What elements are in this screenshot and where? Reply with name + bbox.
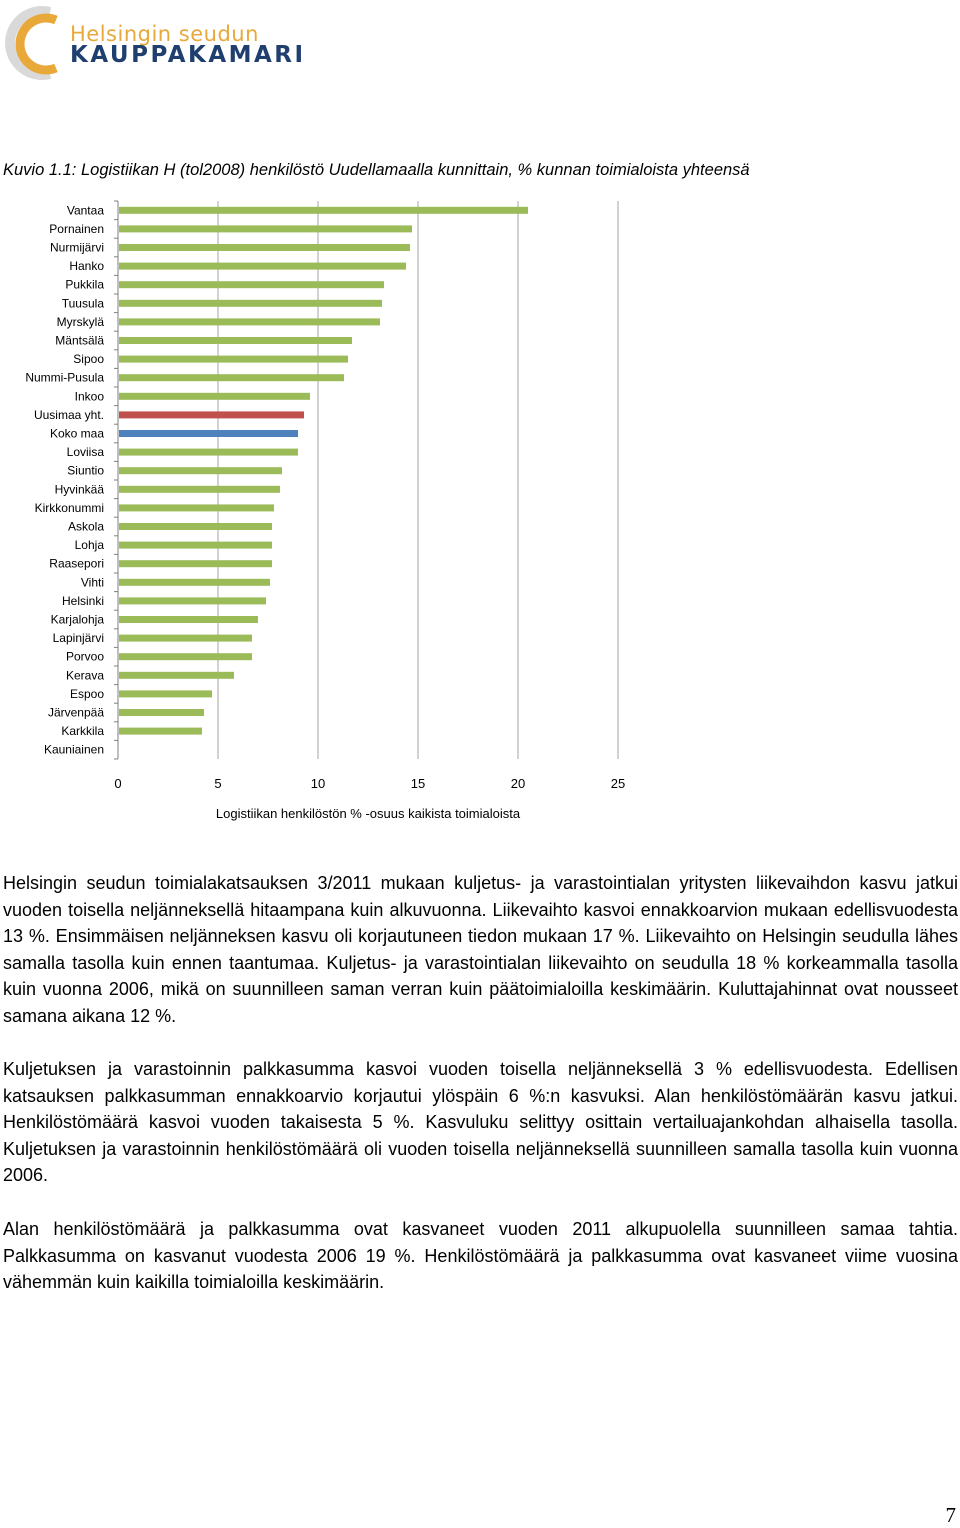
- category-label: Koko maa: [49, 426, 104, 441]
- category-label: Inkoo: [74, 389, 104, 404]
- bar-myrskylä: [119, 318, 380, 325]
- bar-kirkkonummi: [119, 504, 274, 511]
- bar-chart: [0, 196, 960, 836]
- category-label: Karkkila: [61, 724, 104, 739]
- category-label: Tuusula: [61, 296, 104, 311]
- category-label: Vantaa: [66, 203, 104, 218]
- x-tick-label-20: 20: [510, 776, 526, 791]
- category-label: Pukkila: [65, 277, 104, 292]
- bar-karkkila: [119, 728, 202, 735]
- bar-pukkila: [119, 281, 384, 288]
- category-label: Porvoo: [65, 649, 104, 664]
- category-label: Mäntsälä: [55, 333, 104, 348]
- logo-c-mark-icon: [0, 0, 70, 90]
- category-label: Uusimaa yht.: [33, 407, 104, 422]
- x-tick-label-25: 25: [610, 776, 626, 791]
- chart-axis: [114, 201, 118, 759]
- figure-caption: Kuvio 1.1: Logistiikan H (tol2008) henkilöstö Uudellamaalla kunnittain, % kunnan toimialoista yhteensä: [3, 161, 750, 179]
- chart-bars: [119, 207, 528, 735]
- bar-hyvinkää: [119, 486, 280, 493]
- chamber-logo: [0, 0, 306, 90]
- bar-pornainen: [119, 225, 412, 232]
- x-tick-label-15: 15: [410, 776, 426, 791]
- category-label: Nurmijärvi: [50, 240, 104, 255]
- category-label: Siuntio: [67, 463, 104, 478]
- category-label: Hanko: [69, 259, 104, 274]
- category-label: Nummi-Pusula: [25, 370, 104, 385]
- bar-siuntio: [119, 467, 282, 474]
- logo-text-line1: Helsingin seudun: [70, 22, 259, 46]
- bar-helsinki: [119, 597, 266, 604]
- chart-category-labels: [25, 203, 104, 756]
- logo-text-line2: KAUPPAKAMARI: [70, 42, 306, 68]
- paragraph-2: Kuljetuksen ja varastoinnin palkkasumma kasvoi vuoden toisella neljänneksellä 3 % edellisvuodesta. Edellisen katsauksen palkkasumman ennakkoarvio korjautui ylöspäin 6 %:n kasvuksi. Alan henkilöstömäärän kasvu jatkui. Henkilöstömäärä kasvoi vuoden takaisesta 5 %. Kasvuluku selittyy osittain vertailuajankohdan alhaisella tasolla. Kuljetuksen ja varastoinnin henkilöstömäärä oli vuoden toisella neljänneksellä suunnilleen samalla tasolla kuin vuonna 2006.: [3, 1059, 958, 1186]
- bar-raasepori: [119, 560, 272, 567]
- bar-hanko: [119, 263, 406, 270]
- bar-nurmijärvi: [119, 244, 410, 251]
- category-label: Karjalohja: [50, 612, 104, 627]
- bar-karjalohja: [119, 616, 258, 623]
- bar-nummi-pusula: [119, 374, 344, 381]
- paragraph-3: Alan henkilöstömäärä ja palkkasumma ovat kasvaneet vuoden 2011 alkupuolella suunnilleen samaa tahtia. Palkkasumma on kasvanut vuodesta 2006 19 %. Henkilöstömäärä ja palkkasumma ovat kasvaneet viime vuosina vähemmän kuin kaikilla toimialoilla keskimäärin.: [3, 1219, 958, 1293]
- bar-uusimaa-yht-: [119, 411, 304, 418]
- x-tick-label-5: 5: [214, 776, 222, 791]
- category-label: Helsinki: [61, 593, 104, 608]
- bar-lapinjärvi: [119, 635, 252, 642]
- category-label: Askola: [67, 519, 104, 534]
- paragraph-1: Helsingin seudun toimialakatsauksen 3/2011 mukaan kuljetus- ja varastointialan yritysten liikevaihdon kasvu jatkui vuoden toisella neljänneksellä hitaampana kuin alkuvuonna. Liikevaihto kasvoi ennakkoarvion mukaan edellisvuodesta 13 %. Ensimmäisen neljänneksen kasvu oli korjautuneen tiedon mukaan 17 %. Liikevaihto on Helsingin seudulla lähes samalla tasolla kuin ennen taantumaa. Kuljetus- ja varastointialan liikevaihto on seudulla 18 % korkeammalla tasolla kuin vuonna 2006, mikä on suunnilleen saman verran kuin päätoimialoilla keskimäärin. Kuluttajahinnat ovat nousseet samana aikana 12 %.: [3, 873, 958, 1026]
- chart-tick-labels: [114, 776, 625, 791]
- bar-kerava: [119, 672, 234, 679]
- bar-koko-maa: [119, 430, 298, 437]
- category-label: Järvenpää: [47, 705, 104, 720]
- category-label: Myrskylä: [56, 314, 104, 329]
- category-label: Lohja: [74, 538, 104, 553]
- x-tick-label-10: 10: [310, 776, 326, 791]
- category-label: Kauniainen: [43, 742, 104, 757]
- category-label: Kirkkonummi: [34, 500, 104, 515]
- bar-lohja: [119, 542, 272, 549]
- category-label: Loviisa: [66, 445, 104, 460]
- bar-vihti: [119, 579, 270, 586]
- category-label: Hyvinkää: [54, 482, 104, 497]
- category-label: Espoo: [69, 686, 104, 701]
- bar-porvoo: [119, 653, 252, 660]
- bar-mäntsälä: [119, 337, 352, 344]
- bar-järvenpää: [119, 709, 204, 716]
- category-label: Vihti: [80, 575, 104, 590]
- x-tick-label-0: 0: [114, 776, 122, 791]
- category-label: Sipoo: [73, 352, 104, 367]
- page-number: 7: [945, 1503, 956, 1527]
- category-label: Raasepori: [49, 556, 104, 571]
- bar-askola: [119, 523, 272, 530]
- x-axis-title: Logistiikan henkilöstön % -osuus kaikista toimialoista: [215, 806, 521, 821]
- category-label: Kerava: [65, 668, 104, 683]
- category-label: Pornainen: [49, 221, 104, 236]
- bar-inkoo: [119, 393, 310, 400]
- category-label: Lapinjärvi: [52, 631, 104, 646]
- bar-sipoo: [119, 356, 348, 363]
- bar-tuusula: [119, 300, 382, 307]
- bar-loviisa: [119, 449, 298, 456]
- bar-espoo: [119, 690, 212, 697]
- bar-vantaa: [119, 207, 528, 214]
